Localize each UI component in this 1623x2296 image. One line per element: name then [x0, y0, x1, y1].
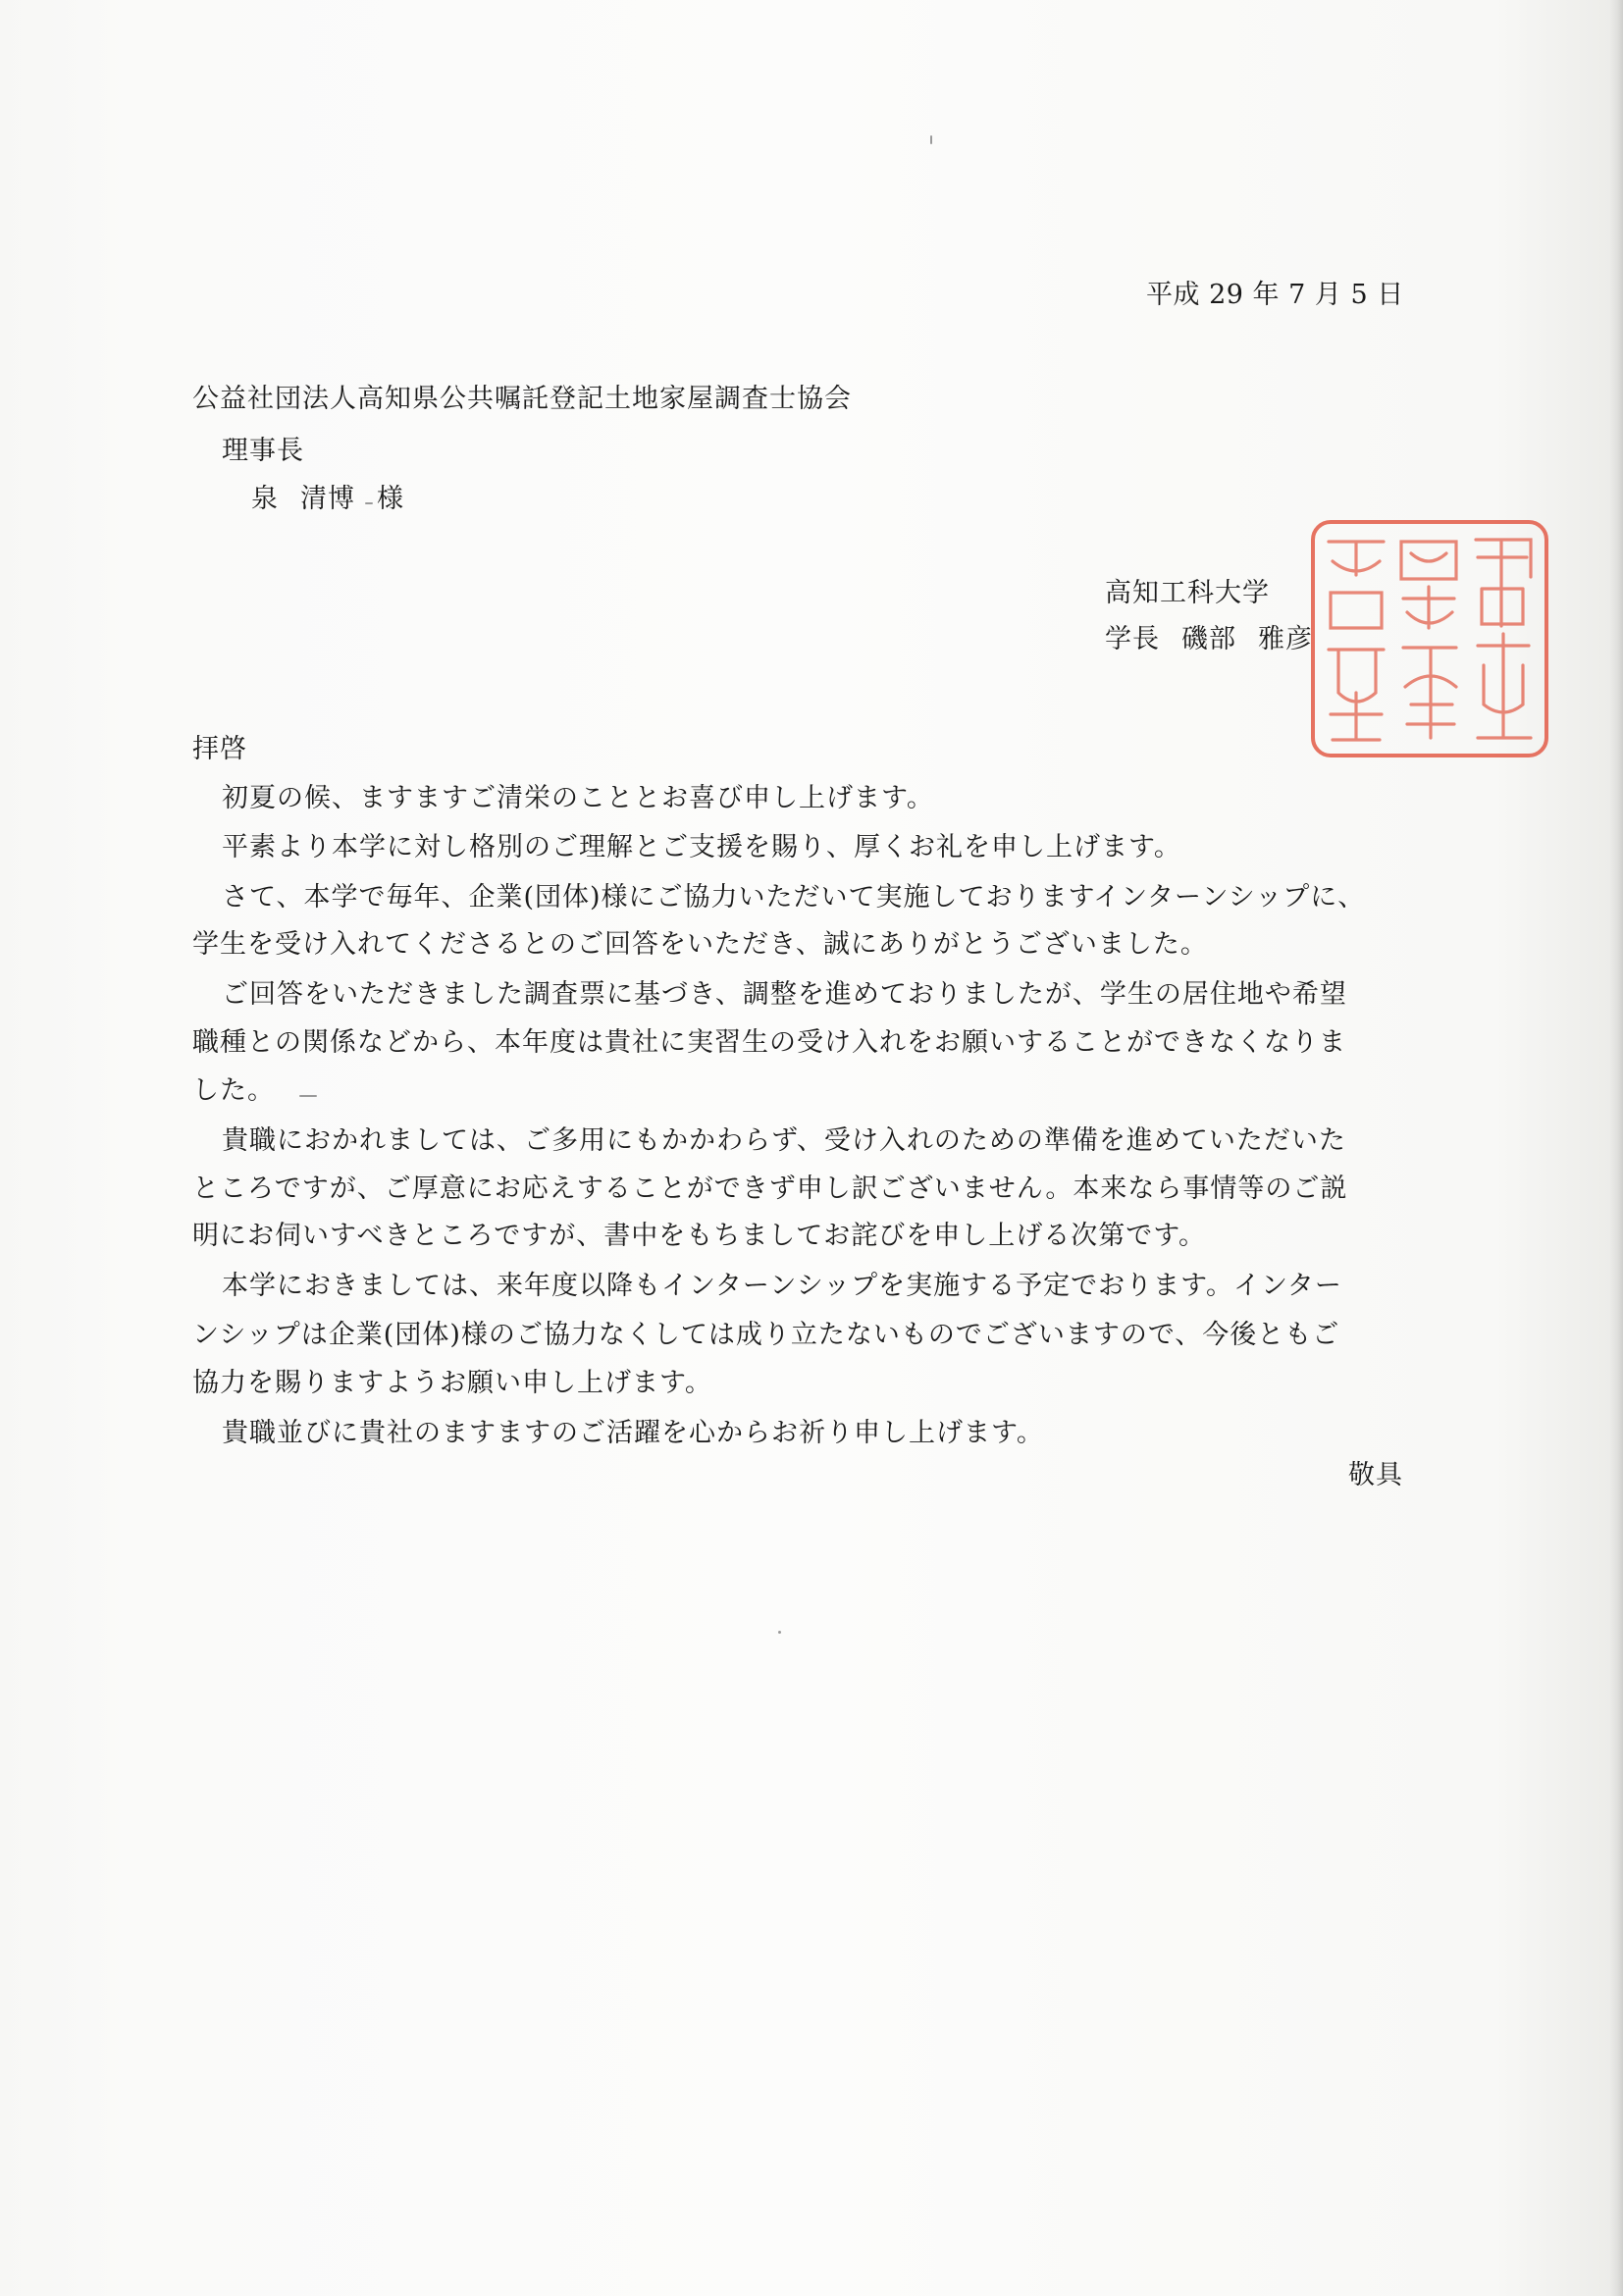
- body-line: ご回答をいただきました調査票に基づき、調整を進めておりましたが、学生の居住地や希望: [222, 979, 1347, 1010]
- official-seal-stamp: [1309, 518, 1550, 759]
- body-line: 職種との関係などから、本年度は貴社に実習生の受け入れをお願いすることができなくなりま: [192, 1027, 1346, 1058]
- recipient-honorific: 様: [377, 484, 404, 514]
- scan-speck: [778, 1631, 781, 1634]
- recipient-organization: 公益社団法人高知県公共嘱託登記土地家屋調査士協会: [192, 384, 852, 414]
- recipient-title: 理事長: [222, 436, 304, 466]
- body-line: ンシップは企業(団体)様のご協力なくしては成り立たないものでございますので、今後ともご: [192, 1320, 1340, 1350]
- body-line: 初夏の候、ますますご清栄のこととお喜び申し上げます。: [222, 783, 934, 813]
- body-line: 協力を賜りますようお願い申し上げます。: [192, 1368, 712, 1398]
- body-line: した。: [192, 1075, 275, 1106]
- opening-salutation: 拝啓: [192, 734, 247, 764]
- recipient-name-given: 清博: [300, 484, 355, 514]
- letter-date: 平成 29 年 7 月 5 日: [1146, 280, 1404, 310]
- recipient-name: [251, 482, 404, 517]
- scan-speck: [299, 1095, 317, 1097]
- body-line: 貴職におかれましては、ご多用にもかかわらず、受け入れのための準備を進めていただいた: [222, 1125, 1346, 1156]
- page-edge-shadow: [1609, 0, 1623, 2296]
- sender-name-family: 磯部: [1181, 624, 1236, 654]
- body-line: 明にお伺いすべきところですが、書中をもちましてお詫びを申し上げる次第です。: [192, 1221, 1207, 1251]
- sender-title: 学長: [1105, 624, 1160, 654]
- body-line: ところですが、ご厚意にお応えすることができず申し訳ございません。本来なら事情等のご説: [192, 1174, 1348, 1204]
- body-line: 貴職並びに貴社のますますのご活躍を心からお祈り申し上げます。: [222, 1418, 1044, 1448]
- body-line: 本学におきましては、来年度以降もインターンシップを実施する予定でおります。インター: [222, 1271, 1342, 1301]
- sender-name: [1105, 622, 1313, 657]
- body-line: 学生を受け入れてくださるとのご回答をいただき、誠にありがとうございました。: [192, 929, 1208, 960]
- scan-speck: [365, 502, 373, 504]
- scan-speck: [930, 135, 932, 144]
- sender-organization: 高知工科大学: [1105, 578, 1270, 608]
- closing-complimentary: 敬具: [1348, 1460, 1403, 1490]
- body-line: 平素より本学に対し格別のご理解とご支援を賜り、厚くお礼を申し上げます。: [222, 832, 1181, 862]
- sender-name-given: 雅彦: [1258, 624, 1313, 654]
- recipient-name-family: 泉: [251, 484, 279, 514]
- body-line: さて、本学で毎年、企業(団体)様にご協力いただいて実施しておりますインターンシップに、: [222, 882, 1366, 913]
